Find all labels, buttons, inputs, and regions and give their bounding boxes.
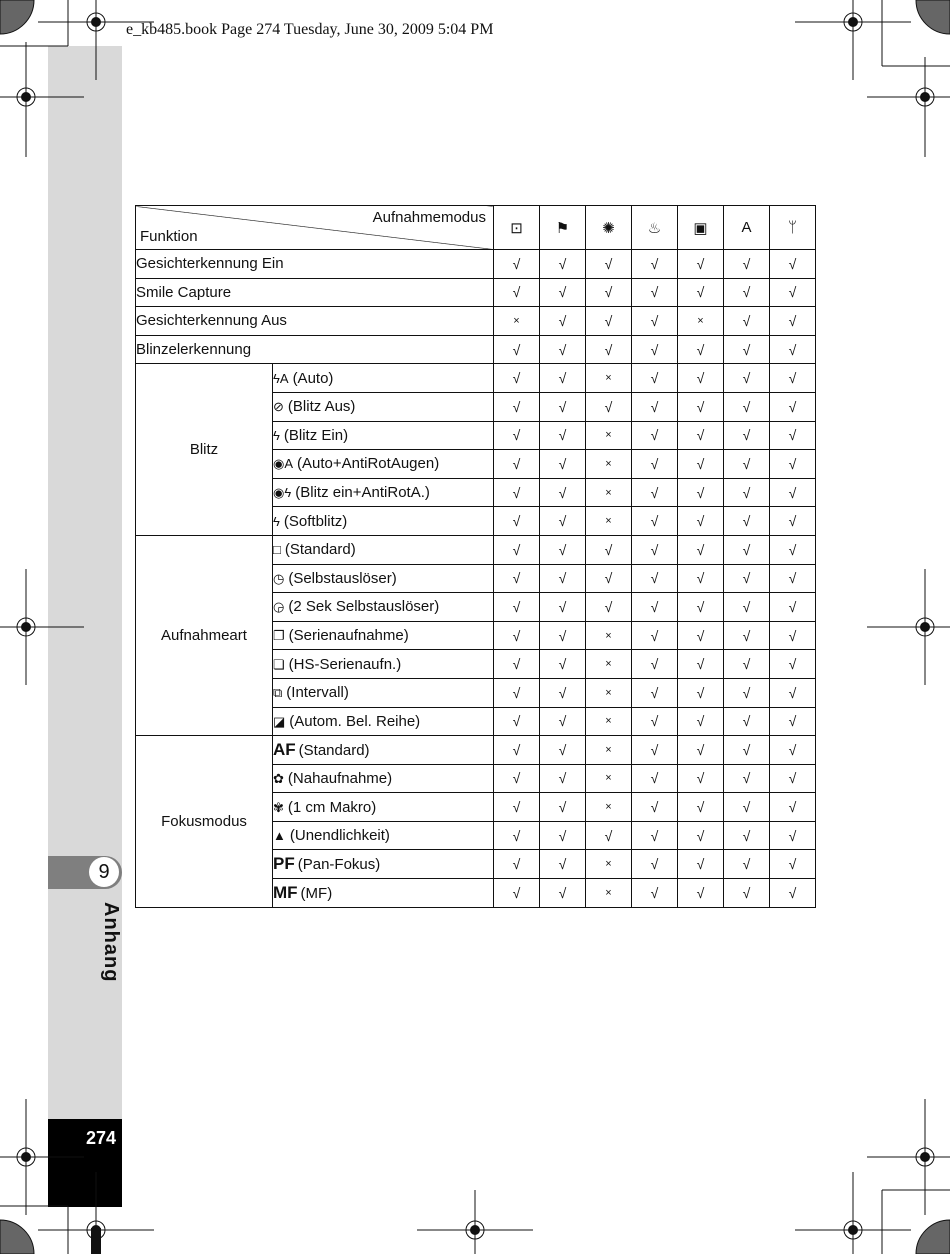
mark-yes: √ (770, 736, 816, 765)
mark-no: × (586, 364, 632, 393)
mark-no: × (586, 478, 632, 507)
mark-no: × (494, 307, 540, 336)
mark-yes: √ (632, 793, 678, 822)
mark-yes: √ (540, 564, 586, 593)
setting-cell (273, 392, 494, 421)
table-row (136, 250, 816, 279)
mark-yes: √ (678, 793, 724, 822)
mark-no: × (586, 678, 632, 707)
mark-yes: √ (632, 764, 678, 793)
mark-yes: √ (494, 421, 540, 450)
mark-yes: √ (540, 678, 586, 707)
mark-yes: √ (540, 507, 586, 536)
function-label: Smile Capture (136, 278, 494, 307)
mark-yes: √ (770, 250, 816, 279)
setting-label: (HS-Serienaufn.) (288, 655, 402, 673)
mark-yes: √ (586, 392, 632, 421)
mark-yes: √ (724, 879, 770, 908)
mark-yes: √ (770, 478, 816, 507)
mark-yes: √ (540, 650, 586, 679)
mark-yes: √ (632, 278, 678, 307)
interval-icon: ⧉ (273, 685, 283, 701)
group-label: Aufnahmeart (136, 535, 273, 735)
mark-yes: √ (540, 478, 586, 507)
auto-bracketing-icon: ◪ (273, 713, 286, 729)
mark-yes: √ (586, 821, 632, 850)
mark-yes: √ (632, 421, 678, 450)
setting-cell (273, 879, 494, 908)
mark-yes: √ (678, 392, 724, 421)
mark-yes: √ (770, 793, 816, 822)
mark-yes: √ (494, 478, 540, 507)
mark-no: × (586, 650, 632, 679)
mark-yes: √ (724, 450, 770, 479)
table-row (136, 364, 816, 393)
mark-yes: √ (494, 736, 540, 765)
mark-yes: √ (724, 278, 770, 307)
setting-cell (273, 593, 494, 622)
mark-yes: √ (586, 335, 632, 364)
mark-yes: √ (632, 307, 678, 336)
function-label: Gesichterkennung Ein (136, 250, 494, 279)
mark-yes: √ (678, 564, 724, 593)
mark-yes: √ (494, 335, 540, 364)
table-row (136, 307, 816, 336)
mark-yes: √ (678, 678, 724, 707)
setting-label: (Serienaufnahme) (288, 627, 409, 645)
mark-yes: √ (770, 650, 816, 679)
focus-abbr: MF (273, 882, 298, 902)
setting-cell (273, 478, 494, 507)
flash-on-icon: ϟ (273, 427, 280, 443)
mark-yes: √ (724, 650, 770, 679)
table-row (136, 335, 816, 364)
mark-yes: √ (678, 650, 724, 679)
mark-yes: √ (770, 593, 816, 622)
mark-yes: √ (494, 650, 540, 679)
mark-yes: √ (540, 392, 586, 421)
setting-label: (Blitz ein+AntiRotA.) (295, 484, 430, 502)
table-body (136, 250, 816, 908)
mark-yes: √ (632, 650, 678, 679)
mark-yes: √ (494, 392, 540, 421)
mark-yes: √ (540, 450, 586, 479)
mark-yes: √ (632, 678, 678, 707)
mark-yes: √ (540, 421, 586, 450)
mark-yes: √ (540, 535, 586, 564)
setting-cell (273, 507, 494, 536)
mark-yes: √ (724, 507, 770, 536)
mark-yes: √ (632, 250, 678, 279)
setting-label: (Auto+AntiRotAugen) (297, 455, 440, 473)
food-mode-icon: ᛘ (770, 206, 816, 250)
setting-cell (273, 736, 494, 765)
mark-yes: √ (770, 421, 816, 450)
setting-cell (273, 821, 494, 850)
mark-yes: √ (724, 764, 770, 793)
mark-yes: √ (770, 678, 816, 707)
mark-yes: √ (494, 793, 540, 822)
setting-label: (1 cm Makro) (287, 798, 377, 816)
mark-yes: √ (724, 593, 770, 622)
mark-yes: √ (724, 364, 770, 393)
sport-mode-icon: ⚑ (540, 206, 586, 250)
infinity-mountain-icon: ▲ (273, 828, 286, 844)
mark-yes: √ (678, 335, 724, 364)
self-timer-2s-icon: ◶ (273, 599, 285, 615)
mark-no: × (586, 421, 632, 450)
soft-flash-icon: ϟ (273, 513, 280, 529)
mark-yes: √ (770, 879, 816, 908)
mark-yes: √ (724, 707, 770, 736)
setting-label: (Softblitz) (283, 512, 348, 530)
mark-yes: √ (494, 278, 540, 307)
mark-yes: √ (586, 593, 632, 622)
self-timer-icon: ◷ (273, 570, 285, 586)
setting-cell (273, 678, 494, 707)
mark-yes: √ (770, 507, 816, 536)
mark-yes: √ (540, 850, 586, 879)
setting-label: (Pan-Fokus) (297, 856, 381, 874)
table-row (136, 736, 816, 765)
mark-yes: √ (770, 821, 816, 850)
mark-yes: √ (632, 821, 678, 850)
mark-yes: √ (678, 507, 724, 536)
setting-label: (Intervall) (286, 684, 349, 702)
setting-label: (Nahaufnahme) (287, 769, 393, 787)
super-macro-icon: ✾ (273, 799, 284, 815)
mark-yes: √ (678, 879, 724, 908)
mark-yes: √ (540, 764, 586, 793)
candlelight-mode-icon: ♨ (632, 206, 678, 250)
mark-no: × (678, 307, 724, 336)
mark-yes: √ (678, 736, 724, 765)
mark-yes: √ (540, 821, 586, 850)
hs-continuous-icon: ❏ (273, 656, 285, 672)
setting-label: (Blitz Aus) (287, 398, 356, 416)
mark-yes: √ (540, 793, 586, 822)
group-label: Blitz (136, 364, 273, 536)
mark-yes: √ (678, 707, 724, 736)
mark-yes: √ (770, 764, 816, 793)
setting-cell (273, 650, 494, 679)
corner-top-label: Aufnahmemodus (372, 209, 486, 226)
mark-yes: √ (494, 507, 540, 536)
setting-label: (MF) (300, 884, 333, 902)
mark-yes: √ (632, 593, 678, 622)
mark-yes: √ (632, 535, 678, 564)
flash-on-redeye-icon: ◉ϟ (273, 485, 292, 501)
setting-cell (273, 764, 494, 793)
mark-yes: √ (494, 879, 540, 908)
mark-yes: √ (540, 307, 586, 336)
mark-no: × (586, 850, 632, 879)
mark-yes: √ (770, 278, 816, 307)
mark-yes: √ (632, 707, 678, 736)
setting-label: (Unendlichkeit) (289, 827, 390, 845)
portrait-mode-icon: ⊡ (494, 206, 540, 250)
mark-yes: √ (770, 307, 816, 336)
mark-yes: √ (724, 335, 770, 364)
setting-label: (Auto) (292, 369, 334, 387)
mark-yes: √ (494, 250, 540, 279)
mark-no: × (586, 507, 632, 536)
mark-yes: √ (632, 564, 678, 593)
setting-cell (273, 364, 494, 393)
mark-yes: √ (678, 535, 724, 564)
mark-yes: √ (586, 564, 632, 593)
mark-yes: √ (678, 250, 724, 279)
mark-yes: √ (724, 793, 770, 822)
mark-yes: √ (678, 364, 724, 393)
table-row (136, 535, 816, 564)
mark-yes: √ (494, 364, 540, 393)
flash-auto-redeye-icon: ◉A (273, 456, 294, 472)
setting-cell (273, 564, 494, 593)
mark-yes: √ (632, 621, 678, 650)
mark-yes: √ (494, 564, 540, 593)
mark-yes: √ (724, 736, 770, 765)
setting-cell (273, 850, 494, 879)
mark-yes: √ (770, 335, 816, 364)
mark-yes: √ (724, 621, 770, 650)
function-table (135, 205, 816, 908)
mark-no: × (586, 707, 632, 736)
setting-label: (Autom. Bel. Reihe) (289, 712, 421, 730)
mark-no: × (586, 450, 632, 479)
mark-yes: √ (586, 535, 632, 564)
mark-yes: √ (632, 392, 678, 421)
mark-yes: √ (770, 621, 816, 650)
mark-yes: √ (494, 764, 540, 793)
macro-icon: ✿ (273, 770, 284, 786)
mark-yes: √ (724, 250, 770, 279)
mark-yes: √ (724, 821, 770, 850)
mark-yes: √ (540, 250, 586, 279)
setting-label: (2 Sek Selbstauslöser) (288, 598, 440, 616)
corner-bottom-label: Funktion (140, 228, 198, 245)
mark-yes: √ (678, 421, 724, 450)
mark-yes: √ (494, 678, 540, 707)
mark-yes: √ (494, 593, 540, 622)
mark-yes: √ (678, 821, 724, 850)
setting-cell (273, 535, 494, 564)
mark-no: × (586, 793, 632, 822)
mark-yes: √ (494, 450, 540, 479)
chapter-sidebar (48, 46, 122, 1206)
setting-cell (273, 793, 494, 822)
flash-auto-icon: ϟA (273, 370, 289, 386)
mark-yes: √ (678, 478, 724, 507)
mark-yes: √ (586, 307, 632, 336)
mark-no: × (586, 764, 632, 793)
focus-abbr: PF (273, 854, 295, 874)
mark-yes: √ (724, 307, 770, 336)
mark-yes: √ (724, 478, 770, 507)
mark-yes: √ (632, 364, 678, 393)
mark-yes: √ (724, 850, 770, 879)
table-row (136, 278, 816, 307)
mark-yes: √ (494, 535, 540, 564)
book-header-line: e_kb485.book Page 274 Tuesday, June 30, 2009 5:04 PM (126, 21, 494, 38)
setting-cell (273, 421, 494, 450)
setting-label: (Blitz Ein) (283, 426, 349, 444)
function-label: Gesichterkennung Aus (136, 307, 494, 336)
mark-yes: √ (586, 278, 632, 307)
mark-yes: √ (540, 593, 586, 622)
mark-yes: √ (724, 392, 770, 421)
mark-yes: √ (770, 364, 816, 393)
mark-yes: √ (770, 850, 816, 879)
mark-yes: √ (724, 564, 770, 593)
group-label: Fokusmodus (136, 736, 273, 908)
chapter-title: Anhang (100, 902, 122, 983)
mark-yes: √ (724, 421, 770, 450)
mark-yes: √ (540, 879, 586, 908)
table-header-row (136, 206, 816, 250)
mark-yes: √ (586, 250, 632, 279)
fireworks-mode-icon: ✺ (586, 206, 632, 250)
mark-yes: √ (540, 621, 586, 650)
mark-yes: √ (678, 764, 724, 793)
setting-label: (Selbstauslöser) (288, 569, 397, 587)
text-mode-icon: A (724, 206, 770, 250)
setting-cell (273, 621, 494, 650)
mark-yes: √ (632, 850, 678, 879)
mark-yes: √ (632, 507, 678, 536)
flash-off-icon: ⊘ (273, 399, 284, 415)
mark-yes: √ (770, 392, 816, 421)
table-corner-cell (136, 206, 494, 250)
function-label: Blinzelerkennung (136, 335, 494, 364)
continuous-shooting-icon: ❐ (273, 628, 285, 644)
mark-yes: √ (632, 879, 678, 908)
setting-label: (Standard) (284, 541, 356, 559)
mark-yes: √ (678, 450, 724, 479)
mark-yes: √ (770, 707, 816, 736)
chapter-number: 9 (89, 857, 119, 887)
mark-yes: √ (632, 478, 678, 507)
page-number: 274 (85, 1128, 116, 1148)
mark-yes: √ (678, 621, 724, 650)
setting-cell (273, 450, 494, 479)
mark-yes: √ (632, 736, 678, 765)
mark-yes: √ (632, 450, 678, 479)
mark-yes: √ (494, 621, 540, 650)
mark-yes: √ (724, 535, 770, 564)
mark-yes: √ (540, 707, 586, 736)
mark-yes: √ (494, 821, 540, 850)
mark-no: × (586, 736, 632, 765)
mark-yes: √ (540, 335, 586, 364)
mark-yes: √ (494, 850, 540, 879)
mark-yes: √ (678, 850, 724, 879)
mark-yes: √ (494, 707, 540, 736)
focus-abbr: AF (273, 739, 296, 759)
mark-yes: √ (540, 736, 586, 765)
mark-yes: √ (724, 678, 770, 707)
mark-no: × (586, 879, 632, 908)
mark-yes: √ (770, 535, 816, 564)
mark-yes: √ (678, 593, 724, 622)
setting-cell (273, 707, 494, 736)
setting-label: (Standard) (298, 741, 370, 759)
mark-yes: √ (632, 335, 678, 364)
frame-composite-mode-icon: ▣ (678, 206, 724, 250)
mark-no: × (586, 621, 632, 650)
mark-yes: √ (770, 450, 816, 479)
mark-yes: √ (770, 564, 816, 593)
mark-yes: √ (540, 278, 586, 307)
mark-yes: √ (678, 278, 724, 307)
mark-yes: √ (540, 364, 586, 393)
single-frame-icon: □ (273, 542, 281, 558)
